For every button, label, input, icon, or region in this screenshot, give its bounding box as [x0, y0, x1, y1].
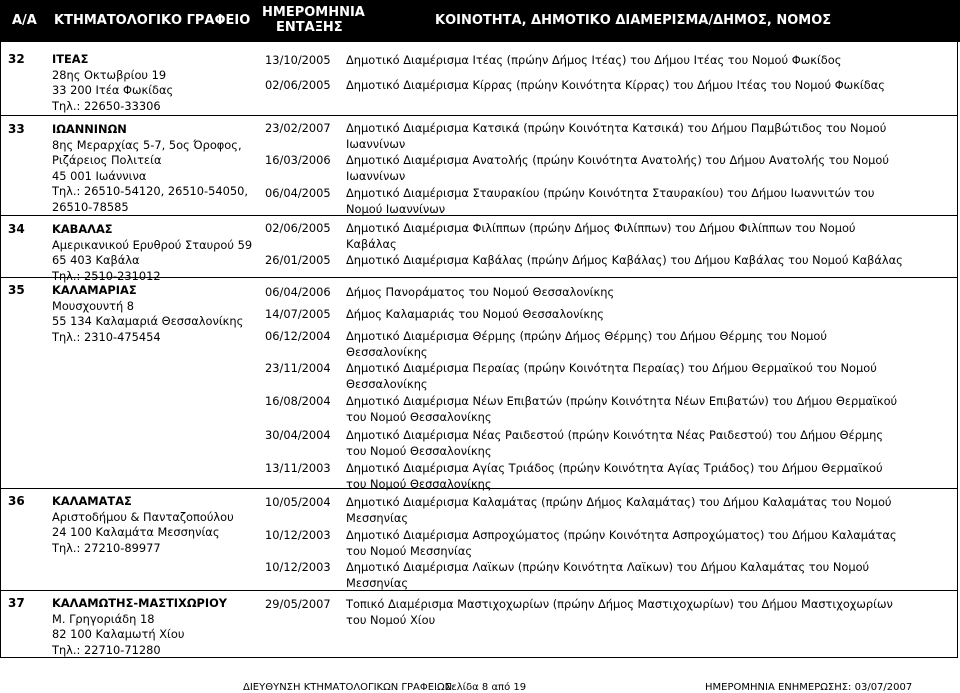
office-line: Ριζάρειος Πολιτεία — [52, 153, 162, 168]
footer-update-date: ΗΜΕΡΟΜΗΝΙΑ ΕΝΗΜΕΡΩΣΗΣ: 03/07/2007 — [705, 682, 913, 693]
entry-description: Δημοτικό Διαμέρισμα Ασπροχώματος (πρώην Κοινότητα Ασπροχώματος) του Δήμου Καλαμάτας του Νομού Μεσσηνίας — [346, 528, 897, 558]
entry-description: Δημοτικό Διαμέρισμα Καβάλας (πρώην Δήμος Καβάλας) του Δήμου Καβάλας του Νομού Καβάλας — [346, 253, 903, 267]
header-area: ΚΟΙΝΟΤΗΤΑ, ΔΗΜΟΤΙΚΟ ΔΙΑΜΕΡΙΣΜΑ/ΔΗΜΟΣ, ΝΟΜΟΣ — [435, 13, 832, 28]
office-line: 8ης Μεραρχίας 5-7, 5ος Όροφος, — [52, 137, 242, 152]
entry-description: Δημοτικό Διαμέρισμα Λαϊκων (πρώην Κοινότητα Λαϊκων) του Δήμου Καλαμάτας του Νομού Μεσσηνίας — [346, 560, 870, 590]
office-line: 28ης Οκτωβρίου 19 — [52, 67, 167, 82]
office-info — [52, 52, 257, 114]
entry-date: 06/04/2005 — [265, 186, 331, 200]
entry-description: Δημοτικό Διαμέρισμα Περαίας (πρώην Κοινότητα Περαίας) του Δήμου Θερμαϊκού του Νομού Θεσσαλονίκης — [346, 361, 877, 391]
entry-description: Δήμος Καλαμαριάς του Νομού Θεσσαλονίκης — [346, 307, 604, 321]
office-info — [52, 494, 257, 556]
office-line: 33 200 Ιτέα Φωκίδας — [52, 83, 174, 98]
office-name: ΚΑΛΑΜΩΤΗΣ-ΜΑΣΤΙΧΩΡΙΟΥ — [52, 596, 228, 610]
header-date-line1: ΗΜΕΡΟΜΗΝΙΑ — [262, 5, 365, 20]
entry-description: Δημοτικό Διαμέρισμα Σταυρακίου (πρώην Κοινότητα Σταυρακίου) του Δήμου Ιωαννιτών του Νομού Ιωαννίνων — [346, 186, 875, 216]
office-info — [52, 122, 257, 216]
footer-page-number: Σελίδα 8 από 19 — [445, 682, 527, 693]
office-line: Αμερικανικού Ερυθρού Σταυρού 59 — [52, 237, 253, 252]
office-line: Τηλ.: 26510-54120, 26510-54050, — [52, 184, 249, 199]
office-line: Τηλ.: 2510-231012 — [52, 268, 161, 283]
entry-date: 29/05/2007 — [265, 597, 331, 611]
office-name: ΙΤΕΑΣ — [52, 52, 89, 66]
header-date-line2: ΕΝΤΑΞΗΣ — [276, 20, 343, 35]
entry-description: Δήμος Πανοράματος του Νομού Θεσσαλονίκης — [346, 285, 615, 299]
office-name: ΚΑΛΑΜΑΡΙΑΣ — [52, 283, 137, 297]
office-line: 45 001 Ιωάννινα — [52, 168, 147, 183]
entry-date: 02/06/2005 — [265, 221, 331, 235]
entry-date: 10/05/2004 — [265, 495, 331, 509]
entry-date: 06/04/2006 — [265, 285, 331, 299]
office-name: ΙΩΑΝΝΙΝΩΝ — [52, 122, 127, 136]
header-office: ΚΤΗΜΑΤΟΛΟΓΙΚΟ ΓΡΑΦΕΙΟ — [54, 13, 251, 28]
entry-date: 02/06/2005 — [265, 78, 331, 92]
entry-description: Δημοτικό Διαμέρισμα Αγίας Τριάδος (πρώην Κοινότητα Αγίας Τριάδος) του Δήμου Θερμαϊκού του Νομού Θεσσαλονίκης — [346, 461, 883, 491]
office-number: 34 — [8, 222, 25, 236]
office-line: 24 100 Καλαμάτα Μεσσηνίας — [52, 525, 220, 540]
entry-description: Τοπικό Διαμέρισμα Μαστιχοχωρίων (πρώην Δήμος Μαστιχοχωρίων) του Δήμου Μαστιχοχωρίων του Νομού Χίου — [346, 597, 893, 627]
office-line: 26510-78585 — [52, 199, 129, 214]
entry-description: Δημοτικό Διαμέρισμα Νέων Επιβατών (πρώην Κοινότητα Νέων Επιβατών) του Δήμου Θερμαϊκού του Νομού Θεσσαλονίκης — [346, 394, 898, 424]
table-header — [0, 0, 960, 42]
entry-date: 10/12/2003 — [265, 528, 331, 542]
office-line: Μ. Γρηγοριάδη 18 — [52, 611, 155, 626]
entry-date: 13/10/2005 — [265, 53, 331, 67]
footer-department: ΔΙΕΥΘΥΝΣΗ ΚΤΗΜΑΤΟΛΟΓΙΚΩΝ ΓΡΑΦΕΙΩΝ — [243, 682, 453, 693]
office-info — [52, 596, 257, 658]
office-name: ΚΑΛΑΜΑΤΑΣ — [52, 494, 132, 508]
office-line: Τηλ.: 22650-33306 — [52, 98, 161, 113]
office-line: Μουσχουντή 8 — [52, 298, 135, 313]
office-line: 65 403 Καβάλα — [52, 253, 140, 268]
entry-description: Δημοτικό Διαμέρισμα Κίρρας (πρώην Κοινότητα Κίρρας) του Δήμου Ιτέας του Νομού Φωκίδας — [346, 78, 885, 92]
entry-date: 16/03/2006 — [265, 153, 331, 167]
office-number: 35 — [8, 283, 25, 297]
row-divider — [0, 115, 958, 116]
header-aa: Α/Α — [12, 13, 37, 28]
entry-description: Δημοτικό Διαμέρισμα Κατσικά (πρώην Κοινότητα Κατσικά) του Δήμου Παμβώτιδος του Νομού Ιωαννίνων — [346, 121, 887, 151]
entry-date: 26/01/2005 — [265, 253, 331, 267]
entry-date: 23/11/2004 — [265, 361, 331, 375]
entry-date: 10/12/2003 — [265, 560, 331, 574]
office-line: Τηλ.: 2310-475454 — [52, 329, 161, 344]
entry-description: Δημοτικό Διαμέρισμα Καλαμάτας (πρώην Δήμος Καλαμάτας) του Δήμου Καλαμάτας του Νομού Μεσσηνίας — [346, 495, 892, 525]
table-border-left — [0, 42, 1, 658]
office-number: 36 — [8, 494, 25, 508]
entry-description: Δημοτικό Διαμέρισμα Ανατολής (πρώην Κοινότητα Ανατολής) του Δήμου Ανατολής του Νομού Ιωαννίνων — [346, 153, 889, 183]
office-line: 82 100 Καλαμωτή Χίου — [52, 627, 185, 642]
office-info — [52, 222, 257, 284]
entry-date: 16/08/2004 — [265, 394, 331, 408]
entry-description: Δημοτικό Διαμέρισμα Φιλίππων (πρώην Δήμος Φιλίππων) του Δήμου Φιλίππων του Νομού Καβάλας — [346, 221, 856, 251]
office-line: Αριστοδήμου & Πανταζοπούλου — [52, 509, 234, 524]
entry-date: 23/02/2007 — [265, 121, 331, 135]
office-line: Τηλ.: 22710-71280 — [52, 642, 161, 657]
office-line: 55 134 Καλαμαριά Θεσσαλονίκης — [52, 314, 244, 329]
office-name: ΚΑΒΑΛΑΣ — [52, 222, 113, 236]
office-number: 32 — [8, 52, 25, 66]
entry-date: 06/12/2004 — [265, 329, 331, 343]
entry-description: Δημοτικό Διαμέρισμα Ιτέας (πρώην Δήμος Ιτέας) του Δήμου Ιτέας του Νομού Φωκίδος — [346, 53, 842, 67]
office-number: 33 — [8, 122, 25, 136]
table-border-right — [957, 42, 958, 658]
entry-description: Δημοτικό Διαμέρισμα Νέας Ραιδεστού (πρώην Κοινότητα Νέας Ραιδεστού) του Δήμου Θέρμης του Νομού Θεσσαλονίκης — [346, 428, 884, 458]
entry-date: 14/07/2005 — [265, 307, 331, 321]
entry-date: 30/04/2004 — [265, 428, 331, 442]
office-number: 37 — [8, 596, 25, 610]
entry-description: Δημοτικό Διαμέρισμα Θέρμης (πρώην Δήμος Θέρμης) του Δήμου Θέρμης του Νομού Θεσσαλονίκης — [346, 329, 827, 359]
office-info — [52, 283, 257, 345]
office-line: Τηλ.: 27210-89977 — [52, 540, 161, 555]
entry-date: 13/11/2003 — [265, 461, 331, 475]
